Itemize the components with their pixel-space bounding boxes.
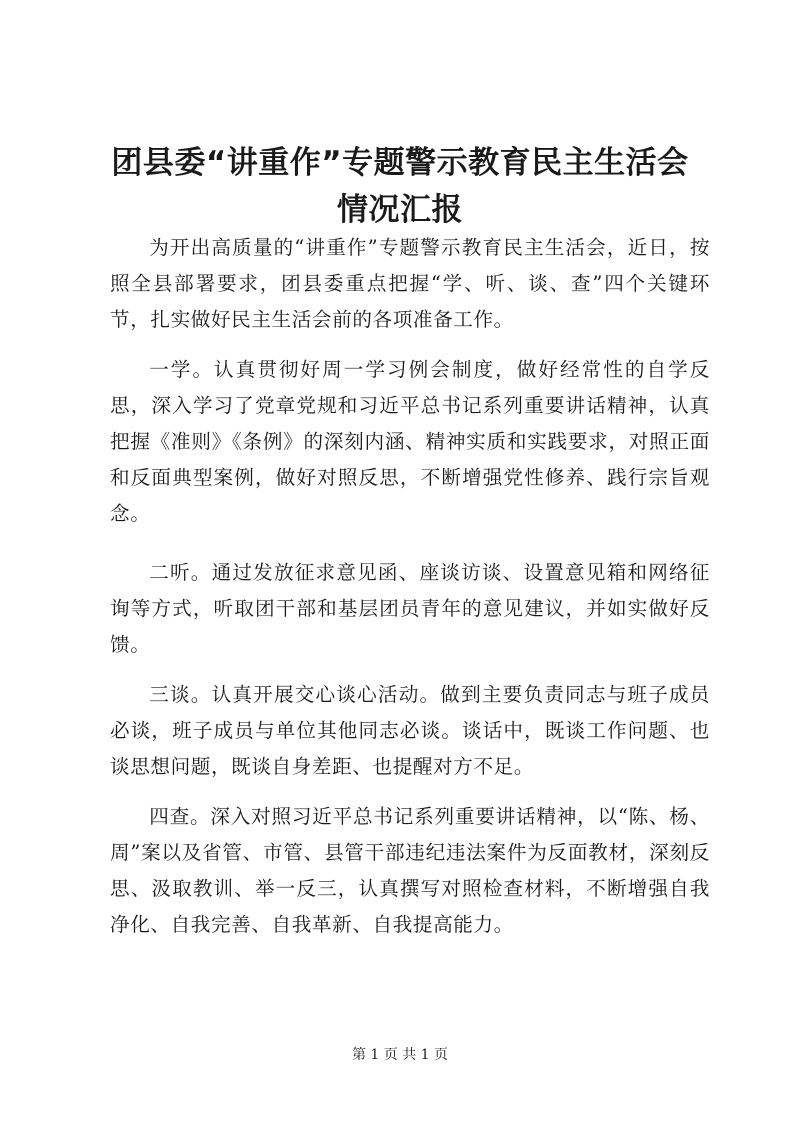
page-footer: 第 1 页 共 1 页 — [351, 1047, 449, 1063]
paragraph-talk: 三谈。认真开展交心谈心活动。做到主要负责同志与班子成员必谈，班子成员与单位其他同志必谈。谈话中，既谈工作问题、也谈思想问题，既谈自身差距、也提醒对方不足。 — [110, 683, 710, 778]
paragraph-intro: 为开出高质量的“讲重作”专题警示教育民主生活会，近日，按照全县部署要求，团县委重点把握“学、听、谈、查”四个关键环节，扎实做好民主生活会前的各项准备工作。 — [110, 236, 710, 331]
paragraph-check: 四查。深入对照习近平总书记系列重要讲话精神，以“陈、杨、周”案以及省管、市管、县管干部违纪违法案件为反面教材，深刻反思、汲取教训、举一反三，认真撰写对照检查材料，不断增强自我净化、自我完善、自我革新、自我提高能力。 — [110, 805, 710, 936]
document-title: 团县委“讲重作”专题警示教育民主生活会情况汇报 — [111, 145, 689, 228]
paragraph-study: 一学。认真贯彻好周一学习例会制度，做好经常性的自学反思，深入学习了党章党规和习近平总书记系列重要讲话精神，认真把握《准则》《条例》的深刻内涵、精神实质和实践要求，对照正面和反面典型案例，做好对照反思，不断增强党性修养、践行宗旨观念。 — [110, 358, 710, 525]
paragraph-listen: 二听。通过发放征求意见函、座谈访谈、设置意见箱和网络征询等方式，听取团干部和基层团员青年的意见建议，并如实做好反馈。 — [110, 561, 710, 656]
